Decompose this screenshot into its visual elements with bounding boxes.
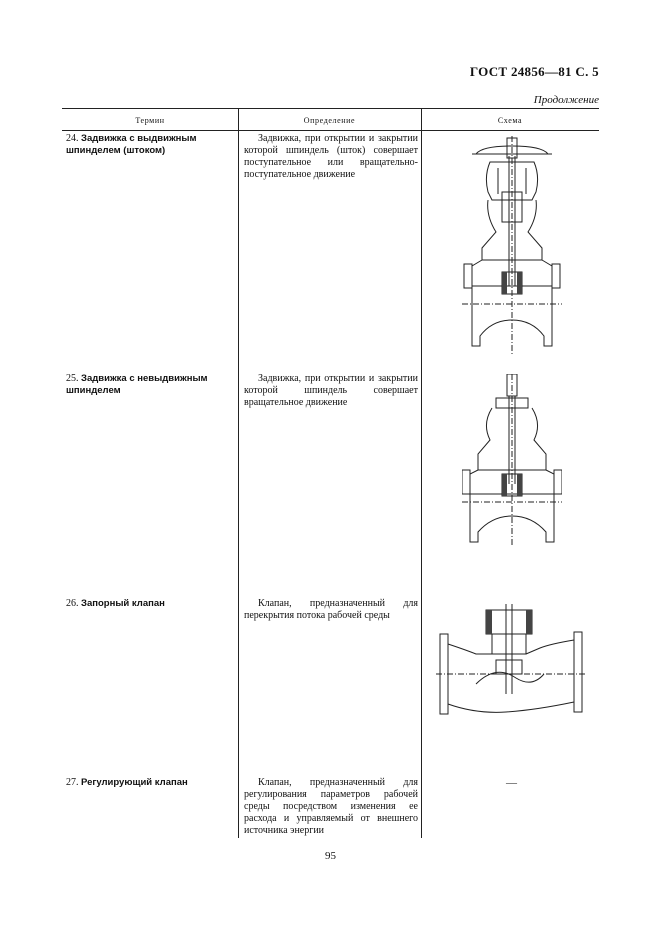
term-24: [66, 133, 236, 157]
column-header-scheme: Схема: [497, 116, 523, 125]
term-27: [66, 777, 236, 789]
page-number: 95: [325, 850, 336, 862]
term-26: [66, 598, 236, 610]
gate-valve-nonrising-stem-diagram: [462, 374, 562, 546]
term-25: [66, 373, 236, 397]
term-text: Регулирующий клапан: [81, 777, 188, 788]
column-divider-2: [421, 108, 422, 838]
continuation-label: Продолжение: [533, 94, 599, 106]
term-text: Запорный клапан: [81, 598, 165, 609]
term-number: 27.: [66, 777, 79, 788]
column-divider-1: [238, 108, 239, 838]
column-header-term: Термин: [135, 116, 165, 125]
definition-25: Задвижка, при открытии и закрытии которой шпиндель совершает вращательное движение: [244, 373, 418, 408]
shutoff-valve-diagram: [436, 604, 586, 734]
term-text: Задвижка с невыдвижным шпинделем: [66, 373, 208, 396]
definition-24: Задвижка, при открытии и закрытии которой шпиндель (шток) совершает поступательное или вращательно-поступательное движение: [244, 133, 418, 180]
term-text: Задвижка с выдвижным шпинделем (штоком): [66, 133, 197, 156]
table-header-rule: [62, 130, 599, 131]
column-header-definition: Определение: [303, 116, 356, 125]
definition-26: Клапан, предназначенный для перекрытия потока рабочей среды: [244, 598, 418, 621]
scheme-27-dash: —: [506, 777, 517, 789]
gate-valve-rising-stem-diagram: [462, 136, 562, 354]
term-number: 25.: [66, 373, 79, 384]
definition-27: Клапан, предназначенный для регулирования параметров рабочей среды посредством изменения ее расхода и управляемый от внешнего источника энергии: [244, 777, 418, 836]
document-header: ГОСТ 24856—81 С. 5: [469, 64, 599, 79]
term-number: 24.: [66, 133, 79, 144]
table-top-rule: [62, 108, 599, 109]
term-number: 26.: [66, 598, 79, 609]
